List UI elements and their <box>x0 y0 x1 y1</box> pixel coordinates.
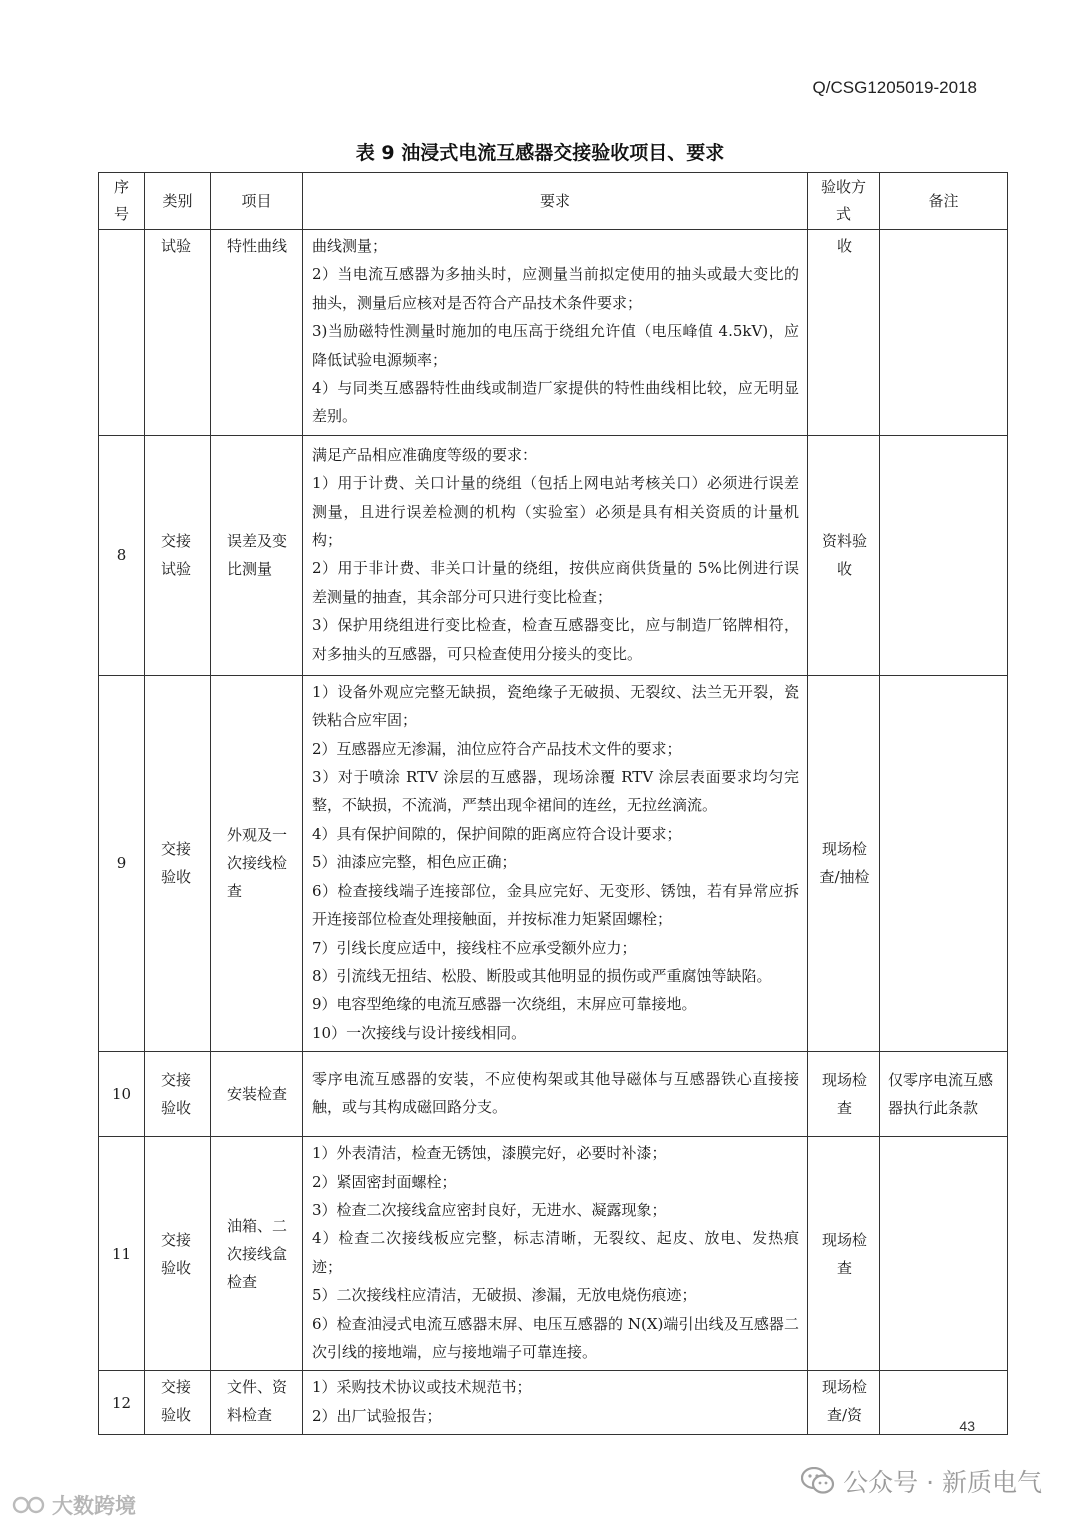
requirement-line: 4）检查二次接线板应完整，标志清晰，无裂纹、起皮、放电、发热痕迹； <box>312 1229 799 1276</box>
row-requirements <box>303 1371 808 1435</box>
requirement-line: 满足产品相应准确度等级的要求： <box>312 445 538 464</box>
table-title: 表 9 油浸式电流互感器交接验收项目、要求 <box>355 142 725 164</box>
requirement-line: 曲线测量； <box>312 237 388 255</box>
row-requirements <box>303 435 808 675</box>
requirement-line: 6）检查油浸式电流互感器末屏、电压互感器的 N(X)端引出线及互感器二次引线的接地端，应与接地端子可靠连接。 <box>312 1314 799 1361</box>
row-no: 8 <box>99 435 145 675</box>
row-requirements <box>303 230 808 436</box>
row-note <box>880 435 1008 675</box>
row-no <box>99 230 145 436</box>
wechat-watermark <box>801 1463 1042 1499</box>
table-header-row <box>99 173 1008 230</box>
table-row <box>99 675 1008 1051</box>
requirement-line: 9）电容型绝缘的电流互感器一次绕组，末屏应可靠接地。 <box>312 995 697 1014</box>
document-code: Q/CSG1205019-2018 <box>812 78 977 97</box>
table-row <box>99 1052 1008 1137</box>
requirement-line: 零序电流互感器的安装，不应使构架或其他导磁体与互感器铁心直接接触，或与其构成磁回路分支。 <box>312 1069 799 1117</box>
requirement-line: 3)当励磁特性测量时施加的电压高于绕组允许值（电压峰值 4.5kV)，应降低试验电源频率； <box>312 322 799 369</box>
requirement-line: 1）用于计费、关口计量的绕组（包括上网电站考核关口）必须进行误差测量，且进行误差检测的机构（实验室）必须是具有相关资质的计量机构； <box>312 474 799 549</box>
wechat-icon <box>801 1467 835 1495</box>
row-item: 油箱、二次接线盒检查 <box>211 1137 303 1371</box>
acceptance-table <box>98 172 1008 1435</box>
col-header-method: 验收方式 <box>808 173 880 230</box>
row-item: 外观及一次接线检查 <box>211 675 303 1051</box>
row-no: 12 <box>99 1371 145 1435</box>
row-category: 试验 <box>145 230 211 436</box>
row-category: 交接验收 <box>145 675 211 1051</box>
requirement-line: 2）用于非计费、非关口计量的绕组，按供应商供货量的 5%比例进行误差测量的抽查，其余部分可只进行变比检查； <box>312 559 799 606</box>
table-row <box>99 230 1008 436</box>
row-item: 特性曲线 <box>211 230 303 436</box>
row-no: 9 <box>99 675 145 1051</box>
row-requirements <box>303 1137 808 1371</box>
row-note <box>880 230 1008 436</box>
row-category: 交接试验 <box>145 435 211 675</box>
wechat-watermark-text: 公众号 · 新质电气 <box>843 1468 1042 1497</box>
requirement-line: 2）当电流互感器为多抽头时，应测量当前拟定使用的抽头或最大变比的抽头，测量后应核对是否符合产品技术条件要求； <box>312 265 799 312</box>
row-note <box>880 1371 1008 1435</box>
row-no: 10 <box>99 1052 145 1137</box>
col-header-no: 序号 <box>99 173 145 230</box>
brand-watermark <box>12 1490 136 1520</box>
brand-logo-icon <box>12 1494 46 1516</box>
table-row <box>99 1137 1008 1371</box>
col-header-requirement: 要求 <box>303 173 808 230</box>
requirement-line: 6）检查接线端子连接部位，金具应完好、无变形、锈蚀，若有异常应拆开连接部位检查处理接触面，并按标准力矩紧固螺栓； <box>312 881 799 929</box>
row-method: 资料验收 <box>808 435 880 675</box>
row-item: 文件、资料检查 <box>211 1371 303 1435</box>
row-note <box>880 675 1008 1051</box>
row-note <box>880 1137 1008 1371</box>
table-row <box>99 1371 1008 1435</box>
col-header-item: 项目 <box>211 173 303 230</box>
row-requirements <box>303 675 808 1051</box>
requirement-line: 5）二次接线柱应清洁，无破损、渗漏，无放电烧伤痕迹； <box>312 1286 697 1305</box>
row-item: 误差及变比测量 <box>211 435 303 675</box>
requirement-line: 5）油漆应完整，相色应正确； <box>312 853 517 872</box>
row-item: 安装检查 <box>211 1052 303 1137</box>
brand-watermark-text: 大数跨境 <box>52 1494 136 1518</box>
requirement-line: 10）一次接线与设计接线相同。 <box>312 1023 527 1042</box>
row-method: 现场检查 <box>808 1137 880 1371</box>
row-method: 收 <box>808 230 880 436</box>
col-header-category: 类别 <box>145 173 211 230</box>
row-category: 交接验收 <box>145 1371 211 1435</box>
row-no: 11 <box>99 1137 145 1371</box>
requirement-line: 2）互感器应无渗漏，油位应符合产品技术文件的要求； <box>312 739 682 758</box>
requirement-line: 7）引线长度应适中，接线柱不应承受额外应力； <box>312 938 637 957</box>
row-category: 交接验收 <box>145 1052 211 1137</box>
requirement-line: 2）紧固密封面螺栓； <box>312 1172 457 1191</box>
requirement-line: 3）检查二次接线盒应密封良好，无进水、凝露现象； <box>312 1200 667 1219</box>
requirement-line: 1）设备外观应完整无缺损，瓷绝缘子无破损、无裂纹、法兰无开裂，瓷铁粘合应牢固； <box>312 682 799 730</box>
requirement-line: 3）保护用绕组进行变比检查，检查互感器变比，应与制造厂铭牌相符，对多抽头的互感器，可只检查使用分接头的变比。 <box>312 616 799 663</box>
requirement-line: 4）具有保护间隙的，保护间隙的距离应符合设计要求； <box>312 824 682 843</box>
row-method: 现场检查/抽检 <box>808 675 880 1051</box>
requirement-line: 2）出厂试验报告； <box>312 1406 442 1425</box>
row-requirements <box>303 1052 808 1137</box>
requirement-line: 1）外表清洁，检查无锈蚀，漆膜完好，必要时补漆； <box>312 1144 667 1163</box>
row-method: 现场检查/资 <box>808 1371 880 1435</box>
table-row <box>99 435 1008 675</box>
row-method: 现场检查 <box>808 1052 880 1137</box>
requirement-line: 1）采购技术协议或技术规范书； <box>312 1378 532 1397</box>
requirement-line: 3）对于喷涂 RTV 涂层的互感器，现场涂覆 RTV 涂层表面要求均匀完整，不缺损，不流淌，严禁出现伞裙间的连丝，无拉丝滴流。 <box>312 768 799 815</box>
col-header-note: 备注 <box>880 173 1008 230</box>
page-number: 43 <box>959 1418 975 1434</box>
row-category: 交接验收 <box>145 1137 211 1371</box>
requirement-line: 4）与同类互感器特性曲线或制造厂家提供的特性曲线相比较，应无明显差别。 <box>312 379 799 426</box>
row-note: 仅零序电流互感器执行此条款 <box>880 1052 1008 1137</box>
requirement-line: 8）引流线无扭结、松股、断股或其他明显的损伤或严重腐蚀等缺陷。 <box>312 966 772 985</box>
